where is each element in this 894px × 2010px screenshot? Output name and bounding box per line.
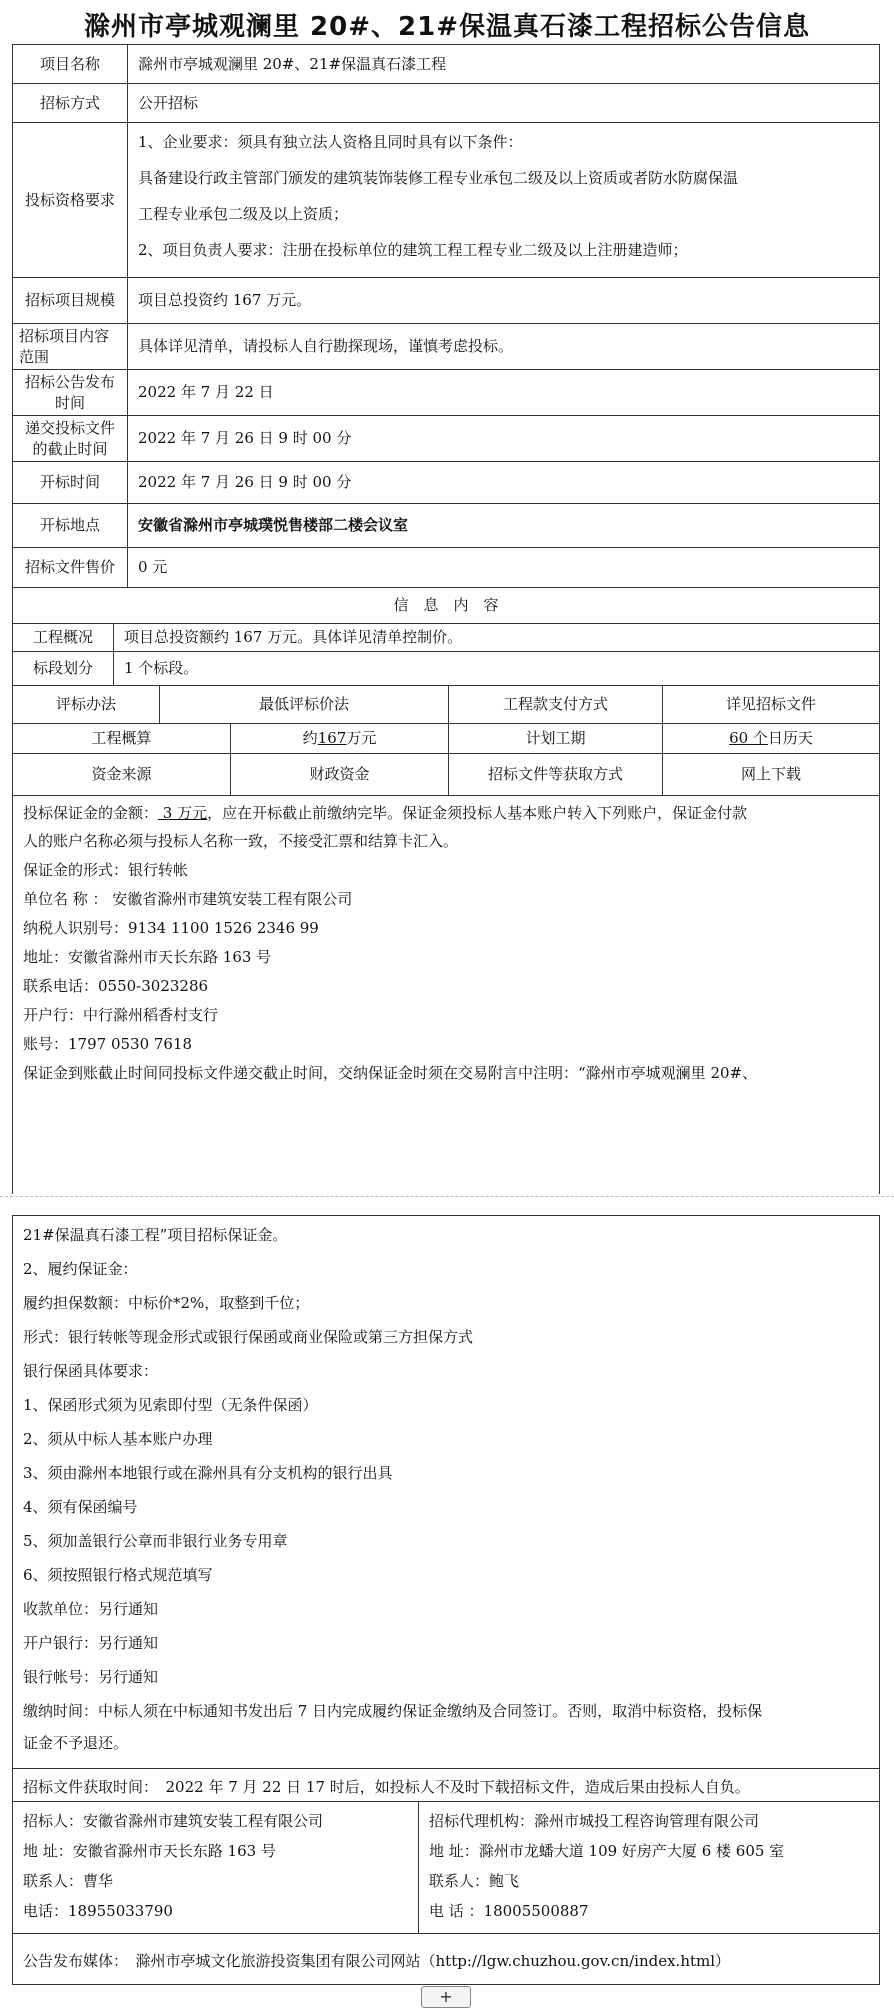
- table-row: [13, 753, 879, 795]
- duration-value: 60 个 日历天: [729, 729, 813, 748]
- table-row: [13, 461, 879, 503]
- tenderer-contact: 招标人：安徽省滁州市建筑安装工程有限公司 地 址：安徽省滁州市天长东路 163 号 联系人：曹华 电话：18955033790: [23, 1812, 324, 1920]
- text-line: 5、须加盖银行公章而非银行业务专用章: [23, 1532, 288, 1550]
- table-row: [13, 83, 879, 122]
- info-content-header: 信 息 内 容: [393, 596, 499, 615]
- row-label: 项目名称: [39, 54, 100, 73]
- row-label: 招标文件售价: [24, 558, 115, 577]
- project-scope: 具体详见清单，请投标人自行勘探现场，谨慎考虑投标。: [138, 337, 514, 356]
- text-line: 开户行：中行滁州稻香村支行: [23, 1006, 219, 1024]
- contacts-row: [13, 1801, 879, 1933]
- grid-cell: 最低评标价法: [258, 695, 349, 714]
- grid-cell: 财政资金: [309, 765, 370, 784]
- table-row: [13, 587, 879, 623]
- row-label: 工程概况: [32, 628, 93, 647]
- grid-cell: 计划工期: [525, 729, 586, 748]
- tender-info-table: [12, 44, 880, 1194]
- grid-cell: 工程概算: [91, 729, 152, 748]
- row-label: 招标项目规模: [24, 291, 115, 310]
- project-scale: 项目总投资约 167 万元。: [138, 291, 312, 310]
- text-line: 开户银行：另行通知: [23, 1634, 159, 1652]
- row-label: 招标项目内容范围: [19, 327, 110, 366]
- deposit-amount: 投标保证金的金额： 3 万元，应在开标截止前缴纳完毕。保证金须投标人基本账户转入下列账户，保证金付款: [23, 804, 748, 822]
- text-line: 人的账户名称必须与投标人名称一致，不接受汇票和结算卡汇入。: [23, 832, 459, 850]
- table-row: [13, 369, 879, 415]
- text-line: 履约担保数额：中标价*2%，取整到千位；: [23, 1294, 310, 1312]
- text-line: 证金不予退还。: [23, 1734, 129, 1752]
- opening-location: 安徽省滁州市亭城璞悦售楼部二楼会议室: [138, 516, 409, 535]
- page-title: 滁州市亭城观澜里 20#、21#保温真石漆工程招标公告信息: [84, 12, 810, 42]
- table-row: [13, 277, 879, 323]
- row-label: 递交投标文件的截止时间: [24, 419, 115, 458]
- qualification-requirements: 1、企业要求：须具有独立法人资格且同时具有以下条件： 具备建设行政主管部门颁发的建筑装饰装修工程专业承包二级及以上资质或者防水防腐保温 工程专业承包二级及以上资质； 2、项目负责人要求：注册在投标单位的建筑工程工程专业二级及以上注册建造师；: [138, 133, 739, 259]
- table-row: [13, 415, 879, 461]
- row-label: 招标方式: [39, 93, 100, 112]
- deposit-section: [13, 795, 879, 1195]
- table-row: [13, 45, 879, 83]
- grid-cell: 资金来源: [91, 765, 152, 784]
- table-row: [13, 122, 879, 277]
- text-line: 3、须由滁州本地银行或在滁州具有分支机构的银行出具: [23, 1464, 393, 1482]
- table-row: [13, 651, 879, 685]
- text-line: 4、须有保函编号: [23, 1498, 138, 1516]
- row-label: 开标时间: [39, 473, 100, 492]
- table-row: [13, 1768, 879, 1801]
- row-label: 投标资格要求: [24, 190, 115, 209]
- text-line: 单位名 称 ： 安徽省滁州市建筑安装工程有限公司: [23, 890, 353, 908]
- grid-cell: 评标办法: [55, 695, 116, 714]
- text-line: 21#保温真石漆工程”项目招标保证金。: [23, 1226, 288, 1244]
- agency-contact: 招标代理机构：滁州市城投工程咨询管理有限公司 地 址：滁州市龙蟠大道 109 好房产大厦 6 楼 605 室 联系人：鲍飞 电 话 ：18005500887: [429, 1812, 785, 1920]
- table-row: [13, 623, 879, 651]
- text-line: 2、履约保证金：: [23, 1260, 138, 1278]
- text-line: 2、须从中标人基本账户办理: [23, 1430, 213, 1448]
- text-line: 保证金到账截止时间同投标文件递交截止时间，交纳保证金时须在交易附言中注明：“滁州市亭城观澜里 20#、: [23, 1064, 758, 1082]
- text-line: 银行帐号：另行通知: [23, 1668, 159, 1686]
- project-overview: 项目总投资额约 167 万元。具体详见清单控制价。: [124, 628, 463, 647]
- text-line: 1、保函形式须为见索即付型（无条件保函）: [23, 1396, 318, 1414]
- opening-time: 2022 年 7 月 26 日 9 时 00 分: [138, 473, 352, 492]
- table-row: [13, 723, 879, 753]
- section-division: 1 个标段。: [124, 659, 199, 678]
- grid-cell: 网上下载: [740, 765, 801, 784]
- estimate-value: 约 167 万元: [302, 729, 377, 748]
- grid-cell: 详见招标文件: [725, 695, 816, 714]
- grid-cell: 招标文件等获取方式: [487, 765, 623, 784]
- document-price: 0 元: [138, 558, 168, 577]
- table-row: [13, 547, 879, 587]
- row-label: 开标地点: [39, 516, 100, 535]
- table-row: [13, 323, 879, 369]
- project-name: 滁州市亭城观澜里 20#、21#保温真石漆工程: [138, 54, 447, 73]
- row-label: 招标公告发布时间: [24, 373, 115, 412]
- text-line: 收款单位：另行通知: [23, 1600, 159, 1618]
- tender-method: 公开招标: [138, 93, 199, 112]
- table-row: [13, 1933, 879, 1984]
- tender-info-table-continued: [12, 1215, 880, 1985]
- text-line: 账号：1797 0530 7618: [23, 1035, 193, 1053]
- performance-bond-section: [13, 1216, 879, 1768]
- publish-media: 公告发布媒体： 滁州市亭城文化旅游投资集团有限公司网站（http://lgw.chuzhou.gov.cn/index.html）: [23, 1952, 731, 1970]
- text-line: 缴纳时间：中标人须在中标通知书发出后 7 日内完成履约保证金缴纳及合同签订。否则，取消中标资格，投标保: [23, 1702, 763, 1720]
- table-row: [13, 503, 879, 547]
- publish-date: 2022 年 7 月 22 日: [138, 383, 274, 402]
- text-line: 形式：银行转帐等现金形式或银行保函或商业保险或第三方担保方式: [23, 1328, 474, 1346]
- text-line: 6、须按照银行格式规范填写: [23, 1566, 213, 1584]
- text-line: 保证金的形式：银行转帐: [23, 861, 189, 879]
- add-row-button[interactable]: +: [421, 1986, 471, 2008]
- text-line: 地址：安徽省滁州市天长东路 163 号: [23, 948, 272, 966]
- row-label: 标段划分: [32, 659, 93, 678]
- acquire-time: 招标文件获取时间： 2022 年 7 月 22 日 17 时后，如投标人不及时下载招标文件，造成后果由投标人自负。: [23, 1778, 750, 1796]
- text-line: 联系电话：0550-3023286: [23, 977, 209, 995]
- table-row: [13, 685, 879, 723]
- text-line: 纳税人识别号：9134 1100 1526 2346 99: [23, 919, 319, 937]
- text-line: 银行保函具体要求：: [23, 1362, 159, 1380]
- grid-cell: 工程款支付方式: [502, 695, 608, 714]
- submission-deadline: 2022 年 7 月 26 日 9 时 00 分: [138, 429, 352, 448]
